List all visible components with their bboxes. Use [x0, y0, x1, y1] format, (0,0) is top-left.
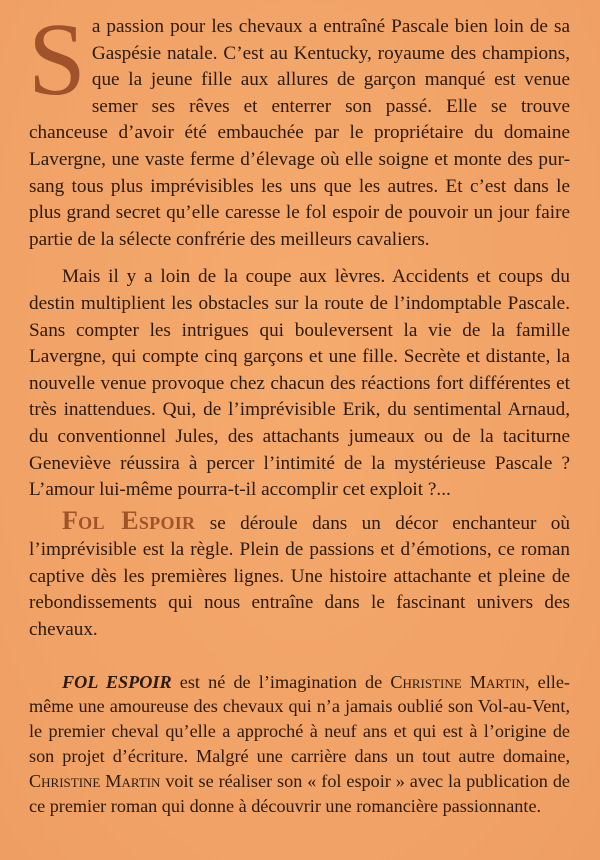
synopsis-paragraph-1 — [28, 2, 570, 253]
drop-cap: S — [28, 2, 86, 117]
paragraph-text: est né de l’imagination de — [171, 671, 391, 692]
synopsis-paragraph-2 — [29, 264, 570, 503]
author-bio-paragraph — [29, 670, 570, 819]
paragraph-text: a passion pour les chevaux a entraîné Pascale bien loin de sa Gaspésie natale. C’est au Kentucky, royaume des champions, que la jeune fille aux allures de garçon manqué est venue semer ses rêves et enterrer son passé. Elle se trouve chanceuse d’avoir été embauchée par le propriétaire du domaine Lavergne, une vaste ferme d’élevage où elle soigne et monte des pur-sang tous plus imprévisibles les uns que les autres. Et c’est dans le plus grand secret qu’elle caresse le fol espoir de pouvoir un jour faire partie de la sélecte confrérie des meilleurs cavaliers. — [29, 16, 570, 250]
book-title-italic: FOL ESPOIR — [62, 671, 172, 692]
paragraph-text: se déroule dans un décor enchanteur où l’imprévisible est la règle. Plein de passions et d’émotions, ce roman captive dès les premières lignes. Une histoire attachante et pleine de rebondissements qui nous entraîne dans le fascinant univers des chevaux. — [29, 512, 570, 641]
paragraph-text: voit se réaliser son « fol espoir » avec la publication de ce premier roman qui donne à découvrir une romancière passionnante. — [29, 770, 570, 816]
paragraph-text: Mais il y a loin de la coupe aux lèvres. Accidents et coups du destin multiplient les obstacles sur la route de l’indomptable Pascale. Sans compter les intrigues qui bouleversent la vie de la famille Lavergne, qui compte cinq garçons et une fille. Secrète et distante, la nouvelle venue provoque chez chacun des réactions fort différentes et très inattendues. Qui, de l’imprévisible Erik, du sentimental Arnaud, du conventionnel Jules, des attachants jumeaux ou de la taciturne Geneviève réussira à percer l’intimité de la mystérieuse Pascale ? L’amour lui-même pourra-t-il accomplir cet exploit ?... — [29, 266, 570, 501]
paragraph-text: , elle-même une amoureuse des chevaux qui n’a jamais oublié son Vol-au-Vent, le premier cheval qu’elle a approché à neuf ans et qui est à l’origine de son projet d’écriture. Malgré une carrière dans un tout autre domaine, — [29, 671, 570, 767]
author-name: Christine Martin — [390, 671, 525, 692]
book-title: Fol Espoir — [62, 505, 196, 535]
synopsis-paragraph-3 — [29, 505, 570, 644]
author-name: Christine Martin — [29, 770, 161, 791]
